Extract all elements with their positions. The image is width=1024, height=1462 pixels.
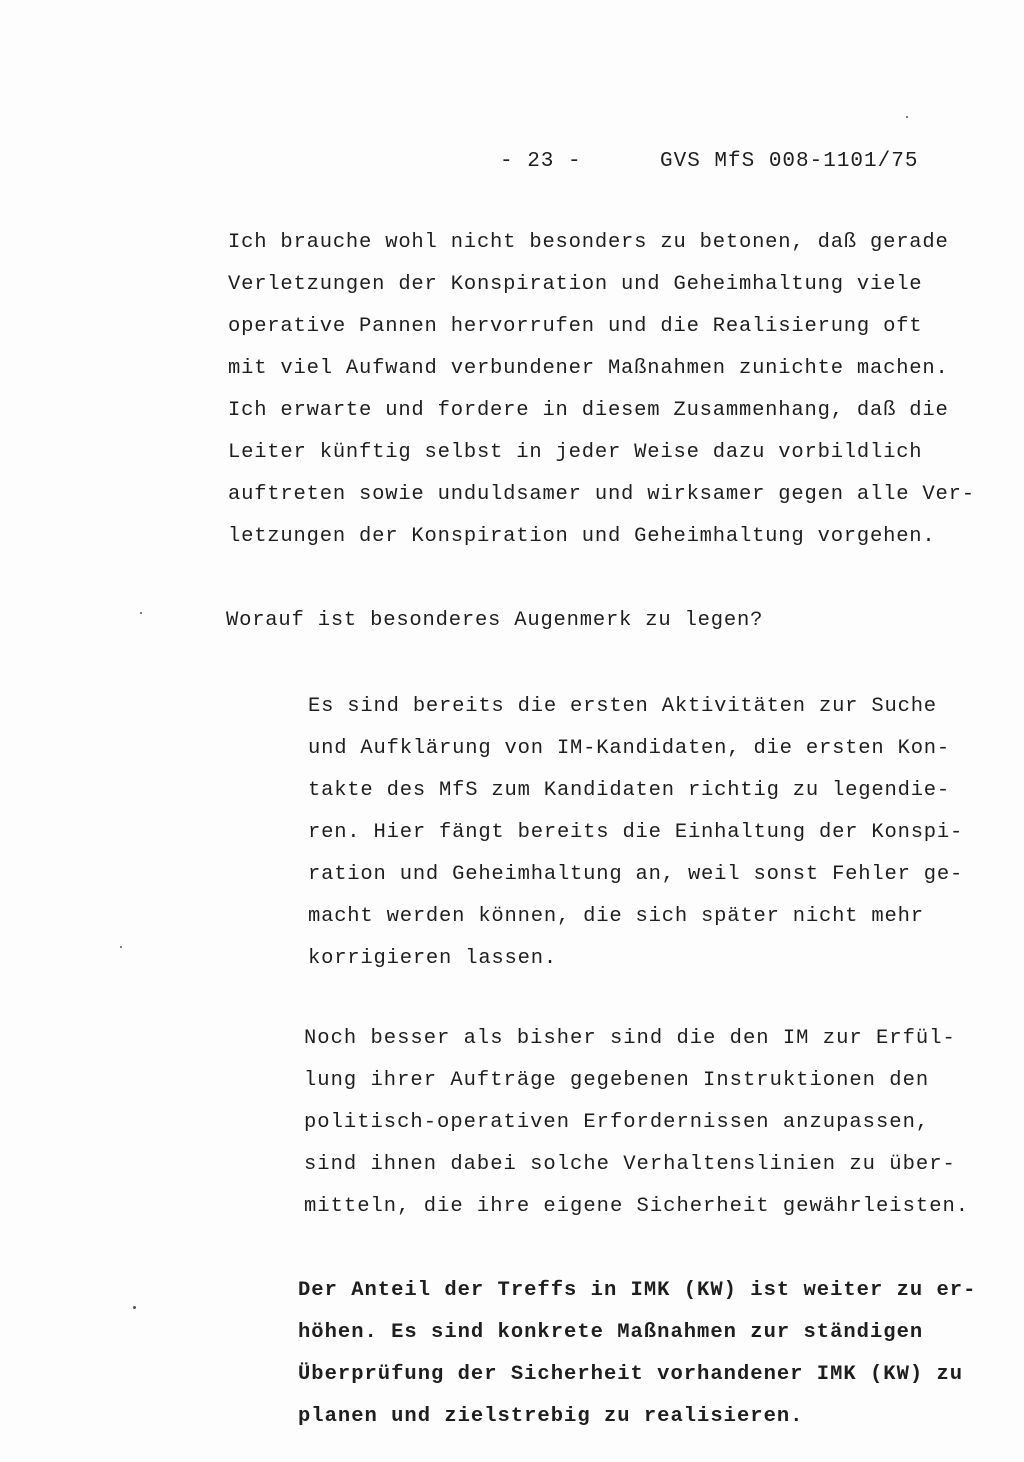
text-line: Überprüfung der Sicherheit vorhandener IMK (KW) zu xyxy=(298,1363,964,1386)
text-line: macht werden können, die sich später nicht mehr xyxy=(308,905,924,928)
text-line: ration und Geheimhaltung an, weil sonst Fehler ge- xyxy=(308,863,964,886)
indented-paragraph-instructions xyxy=(304,1018,969,1228)
scan-speck xyxy=(140,612,142,614)
scan-speck xyxy=(133,1306,136,1309)
text-line: korrigieren lassen. xyxy=(308,947,557,970)
indented-paragraph-treffs xyxy=(298,1270,976,1438)
text-line: Es sind bereits die ersten Aktivitäten zur Suche xyxy=(308,695,937,718)
text-line: und Aufklärung von IM-Kandidaten, die ersten Kon- xyxy=(308,737,950,760)
text-line: auftreten sowie unduldsamer und wirksamer gegen alle Ver- xyxy=(228,483,975,506)
text-line: mitteln, die ihre eigene Sicherheit gewährleisten. xyxy=(304,1195,970,1218)
scan-speck xyxy=(906,116,908,118)
text-line: höhen. Es sind konkrete Maßnahmen zur ständigen xyxy=(298,1321,924,1344)
question-heading xyxy=(226,600,763,642)
text-line: lung ihrer Aufträge gegebenen Instruktionen den xyxy=(304,1069,930,1092)
intro-paragraph xyxy=(228,222,975,558)
text-line: Ich brauche wohl nicht besonders zu betonen, daß gerade xyxy=(228,231,949,254)
text-line: Noch besser als bisher sind die den IM zur Erfül- xyxy=(304,1027,956,1050)
text-line: politisch-operativen Erfordernissen anzupassen, xyxy=(304,1111,930,1134)
text-line: ren. Hier fängt bereits die Einhaltung der Konspi- xyxy=(308,821,964,844)
text-line: Worauf ist besonderes Augenmerk zu legen? xyxy=(226,609,764,632)
page-header xyxy=(500,150,930,173)
text-line: Leiter künftig selbst in jeder Weise dazu vorbildlich xyxy=(228,441,923,464)
document-reference: GVS MfS 008-1101/75 xyxy=(660,150,919,173)
text-line: mit viel Aufwand verbundener Maßnahmen zunichte machen. xyxy=(228,357,949,380)
text-line: operative Pannen hervorrufen und die Realisierung oft xyxy=(228,315,923,338)
indented-paragraph-candidates xyxy=(308,686,963,980)
text-line: sind ihnen dabei solche Verhaltenslinien zu über- xyxy=(304,1153,956,1176)
text-line: letzungen der Konspiration und Geheimhaltung vorgehen. xyxy=(228,525,936,548)
text-line: Ich erwarte und fordere in diesem Zusammenhang, daß die xyxy=(228,399,949,422)
page-number: - 23 - xyxy=(500,150,582,173)
text-line: takte des MfS zum Kandidaten richtig zu legendie- xyxy=(308,779,950,802)
text-line: Verletzungen der Konspiration und Geheimhaltung viele xyxy=(228,273,923,296)
text-line: Der Anteil der Treffs in IMK (KW) ist weiter zu er- xyxy=(298,1279,977,1302)
scan-speck xyxy=(120,946,122,948)
text-line: planen und zielstrebig zu realisieren. xyxy=(298,1405,804,1428)
